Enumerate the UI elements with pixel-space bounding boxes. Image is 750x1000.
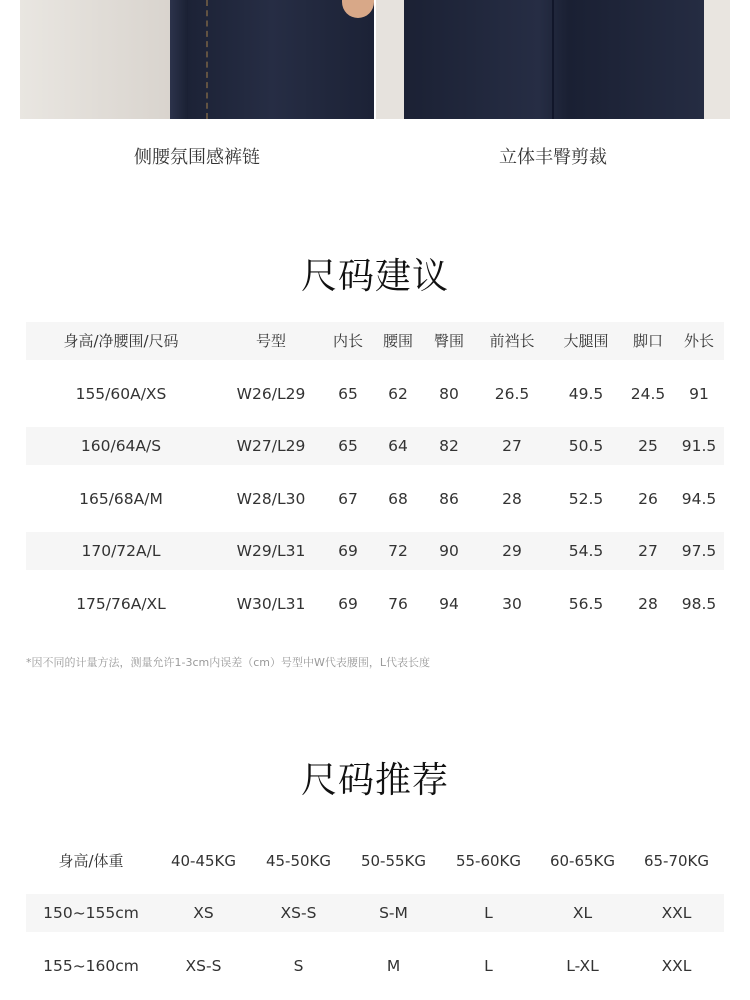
table-cell: 64	[388, 437, 408, 455]
table-cell: 67	[338, 490, 358, 508]
size-advice-title: 尺码建议	[300, 256, 449, 297]
table-row	[26, 480, 724, 518]
header-cell: 大腿围	[563, 332, 609, 350]
table-cell: S-M	[379, 904, 408, 922]
table-cell: 28	[502, 490, 522, 508]
table-header-row	[26, 842, 724, 880]
header-cell: 号型	[255, 332, 286, 350]
header-cell: 65-70KG	[643, 852, 710, 870]
header-cell: 内长	[332, 332, 363, 350]
table-cell: 170/72A/L	[81, 542, 161, 560]
table-row	[26, 532, 724, 570]
table-cell: 62	[388, 385, 408, 403]
table-cell: XXL	[661, 904, 692, 922]
side-zipper-photo	[20, 0, 374, 119]
table-cell: 82	[439, 437, 459, 455]
photo-caption-left: 侧腰氛围感裤链	[134, 147, 260, 168]
table-cell: 165/68A/M	[79, 490, 163, 508]
table-cell: 69	[338, 542, 358, 560]
table-cell: 49.5	[568, 385, 604, 403]
table-cell: 94	[439, 595, 459, 613]
table-header-row	[26, 322, 724, 360]
table-cell: W30/L31	[236, 595, 306, 613]
table-cell: L	[484, 957, 493, 975]
table-cell: 91.5	[681, 437, 717, 455]
table-cell: 27	[502, 437, 522, 455]
table-cell: W28/L30	[236, 490, 306, 508]
table-cell: 98.5	[681, 595, 717, 613]
measurement-note: *因不同的计量方法，测量允许1-3cm内误差（cm）号型中W代表腰围，L代表长度	[26, 656, 430, 669]
table-cell: W27/L29	[236, 437, 306, 455]
table-cell: 72	[388, 542, 408, 560]
table-cell: S	[293, 957, 304, 975]
table-cell: L-XL	[566, 957, 599, 975]
table-cell: 80	[439, 385, 459, 403]
header-cell: 40-45KG	[170, 852, 237, 870]
table-cell: 29	[502, 542, 522, 560]
table-cell: 155/60A/XS	[75, 385, 167, 403]
table-row	[26, 375, 724, 413]
table-cell: 90	[439, 542, 459, 560]
table-row	[26, 585, 724, 623]
table-cell: 91	[689, 385, 709, 403]
table-cell: 175/76A/XL	[76, 595, 166, 613]
table-cell: M	[386, 957, 401, 975]
header-cell: 55-60KG	[455, 852, 522, 870]
table-cell: L	[484, 904, 493, 922]
table-cell: 26	[638, 490, 658, 508]
product-photos	[20, 0, 730, 119]
header-cell: 脚口	[632, 332, 663, 350]
header-cell: 臀围	[433, 332, 464, 350]
table-cell: 30	[502, 595, 522, 613]
hip-cut-photo	[376, 0, 730, 119]
table-cell: 160/64A/S	[80, 437, 162, 455]
header-cell: 50-55KG	[360, 852, 427, 870]
table-cell: 25	[638, 437, 658, 455]
table-cell: 26.5	[494, 385, 530, 403]
table-cell: 86	[439, 490, 459, 508]
header-cell: 45-50KG	[265, 852, 332, 870]
table-cell: 69	[338, 595, 358, 613]
table-row	[26, 427, 724, 465]
table-cell: 97.5	[681, 542, 717, 560]
table-cell: 27	[638, 542, 658, 560]
table-cell: W26/L29	[236, 385, 306, 403]
header-cell: 60-65KG	[549, 852, 616, 870]
table-cell: 155~160cm	[43, 957, 139, 975]
header-cell: 前裆长	[489, 332, 535, 350]
header-cell: 外长	[683, 332, 714, 350]
table-cell: 150~155cm	[43, 904, 139, 922]
size-recommend-title: 尺码推荐	[300, 760, 449, 801]
header-cell: 身高/体重	[58, 852, 124, 870]
table-cell: 52.5	[568, 490, 604, 508]
table-row	[26, 894, 724, 932]
photo-caption-right: 立体丰臀剪裁	[499, 147, 607, 168]
table-cell: 94.5	[681, 490, 717, 508]
table-cell: 50.5	[568, 437, 604, 455]
table-cell: 65	[338, 385, 358, 403]
table-cell: XS-S	[185, 957, 222, 975]
table-cell: W29/L31	[236, 542, 306, 560]
header-cell: 腰围	[382, 332, 413, 350]
table-cell: 76	[388, 595, 408, 613]
table-row	[26, 947, 724, 985]
table-cell: 68	[388, 490, 408, 508]
table-cell: 28	[638, 595, 658, 613]
table-cell: XS	[193, 904, 214, 922]
table-cell: XS-S	[280, 904, 317, 922]
table-cell: XL	[572, 904, 593, 922]
table-cell: 65	[338, 437, 358, 455]
table-cell: 54.5	[568, 542, 604, 560]
table-cell: XXL	[661, 957, 692, 975]
table-cell: 56.5	[568, 595, 604, 613]
header-cell: 身高/净腰围/尺码	[63, 332, 179, 350]
table-cell: 24.5	[630, 385, 666, 403]
